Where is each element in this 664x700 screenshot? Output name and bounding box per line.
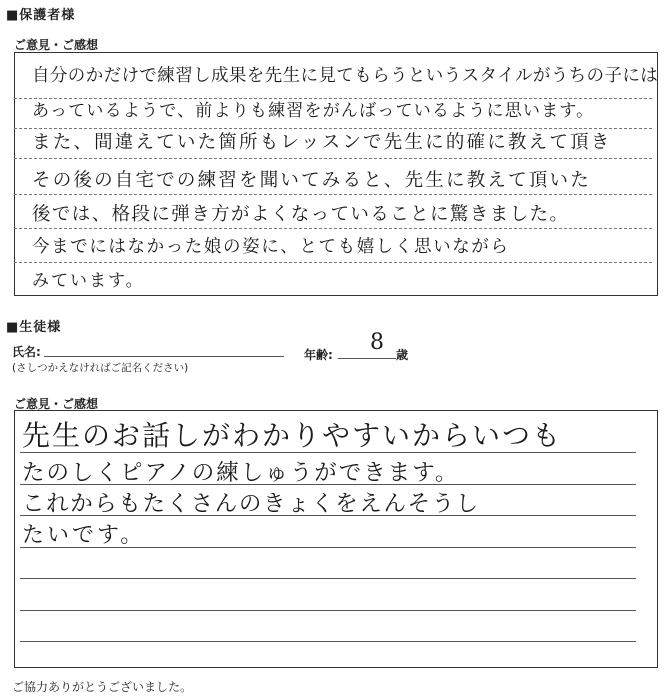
student-comment-line-1: 先生のお話しがわかりやすいからいつも: [22, 419, 563, 452]
student-comment-line-4: たいです。: [22, 523, 146, 548]
age-underline: [338, 358, 396, 359]
age-value: 8: [370, 330, 384, 355]
guardian-comment-line-2: あっているようで、前よりも練習をがんばっているように思います。: [32, 101, 595, 121]
guardian-comment-line-5: 後では、格段に弾き方がよくなっていることに驚きました。: [32, 204, 570, 225]
guardian-comment-line-7: みています。: [32, 271, 145, 291]
guardian-section-title: ■保護者様: [6, 8, 76, 23]
guardian-comment-line-1: 自分のかだけで練習し成果を先生に見てもらうというスタイルがうちの子には: [32, 66, 659, 86]
student-comment-title: ご意見・ご感想: [14, 397, 99, 411]
guardian-comment-line-4: その後の自宅での練習を聞いてみると、先生に教えて頂いた: [32, 170, 591, 191]
student-comment-line-3: これからもたくさんのきょくをえんそうし: [22, 491, 480, 517]
guardian-comment-line-6: 今までにはなかった娘の姿に、とても嬉しく思いながら: [32, 237, 510, 257]
footer-thanks: ご協力ありがとうございました。: [12, 680, 193, 694]
student-section-title: ■生徒様: [6, 320, 62, 335]
age-label: 年齢:: [304, 348, 333, 362]
name-underline: [44, 356, 284, 357]
name-label: 氏名:: [12, 345, 41, 359]
student-comment-line-2: たのしくピアノの練しゅうができます。: [22, 460, 460, 486]
age-unit: 歳: [396, 348, 409, 362]
name-note: (さしつかえなければご記名ください): [12, 362, 189, 374]
guardian-comment-line-3: また、間違えていた箇所もレッスンで先生に的確に教えて頂き: [32, 132, 612, 153]
guardian-comment-title: ご意見・ご感想: [14, 38, 99, 52]
